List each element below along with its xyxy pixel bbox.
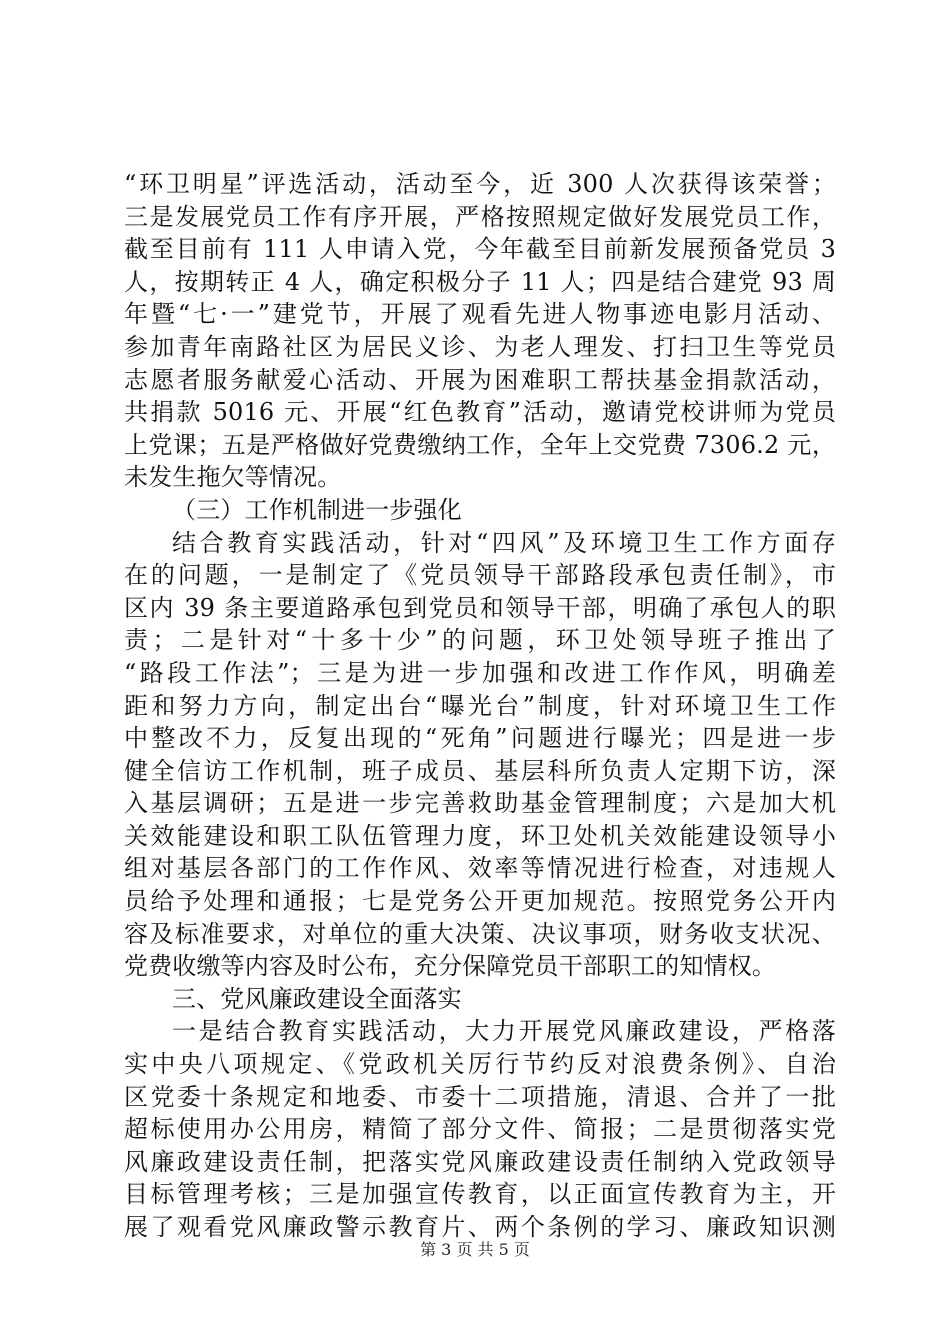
text-line: 区党委十条规定和地委、市委十二项措施，清退、合并了一批 xyxy=(124,1082,836,1111)
text-line: “环卫明星”评选活动，活动至今，近 300 人次获得该荣誉； xyxy=(124,170,836,198)
section-heading: 三、党风廉政建设全面落实 xyxy=(172,984,462,1013)
text-line: 员给予处理和通报；七是党务公开更加规范。按照党务公开内 xyxy=(124,887,836,916)
text-line: 党费收缴等内容及时公布，充分保障党员干部职工的知情权。 xyxy=(124,952,777,981)
text-line: 责；二是针对“十多十少”的问题，环卫处领导班子推出了 xyxy=(124,626,836,655)
text-line: 组对基层各部门的工作作风、效率等情况进行检查，对违规人 xyxy=(124,854,836,883)
text-line: 结合教育实践活动，针对“四风”及环境卫生工作方面存 xyxy=(172,528,836,557)
text-line: 距和努力方向，制定出台“曝光台”制度，针对环境卫生工作 xyxy=(124,691,836,720)
text-line: 健全信访工作机制，班子成员、基层科所负责人定期下访，深 xyxy=(124,756,836,785)
text-line: 实中央八项规定、《党政机关厉行节约反对浪费条例》、自治 xyxy=(124,1050,836,1079)
page-footer xyxy=(0,1240,950,1260)
text-line: 年暨“七·一”建党节，开展了观看先进人物事迹电影月活动、 xyxy=(124,300,836,329)
text-line: 区内 39 条主要道路承包到党员和领导干部，明确了承包人的职 xyxy=(124,593,836,622)
text-line: 中整改不力，反复出现的“死角”问题进行曝光；四是进一步 xyxy=(124,724,836,753)
text-line: 截至目前有 111 人申请入党，今年截至目前新发展预备党员 3 xyxy=(124,235,836,264)
text-line: 容及标准要求，对单位的重大决策、决议事项，财务收支状况、 xyxy=(124,919,836,948)
text-line: 超标使用办公用房，精简了部分文件、简报；二是贯彻落实党 xyxy=(124,1115,836,1144)
text-line: “路段工作法”；三是为进一步加强和改进工作作风，明确差 xyxy=(124,658,836,687)
text-line: 一是结合教育实践活动，大力开展党风廉政建设，严格落 xyxy=(172,1017,836,1046)
page-number: 第 3 页 共 5 页 xyxy=(420,1240,530,1259)
text-line: 共捐款 5016 元、开展“红色教育”活动，邀请党校讲师为党员 xyxy=(124,398,836,427)
text-line: 风廉政建设责任制，把落实党风廉政建设责任制纳入党政领导 xyxy=(124,1147,836,1176)
text-line: 三是发展党员工作有序开展，严格按照规定做好发展党员工作， xyxy=(124,202,836,231)
section-heading: （三）工作机制进一步强化 xyxy=(172,495,462,524)
text-line: 在的问题，一是制定了《党员领导干部路段承包责任制》，市 xyxy=(124,561,836,590)
text-line: 参加青年南路社区为居民义诊、为老人理发、打扫卫生等党员 xyxy=(124,332,836,361)
text-line: 人，按期转正 4 人，确定积极分子 11 人；四是结合建党 93 周 xyxy=(124,267,836,296)
text-line: 关效能建设和职工队伍管理力度，环卫处机关效能建设领导小 xyxy=(124,821,836,850)
text-line: 展了观看党风廉政警示教育片、两个条例的学习、廉政知识测 xyxy=(124,1213,836,1241)
body-text xyxy=(124,168,836,1244)
text-line: 未发生拖欠等情况。 xyxy=(124,463,342,492)
text-line: 志愿者服务献爱心活动、开展为困难职工帮扶基金捐款活动， xyxy=(124,365,836,394)
text-line: 目标管理考核；三是加强宣传教育，以正面宣传教育为主，开 xyxy=(124,1180,836,1209)
text-line: 入基层调研；五是进一步完善救助基金管理制度；六是加大机 xyxy=(124,789,836,818)
text-line: 上党课；五是严格做好党费缴纳工作，全年上交党费 7306.2 元， xyxy=(124,430,836,459)
